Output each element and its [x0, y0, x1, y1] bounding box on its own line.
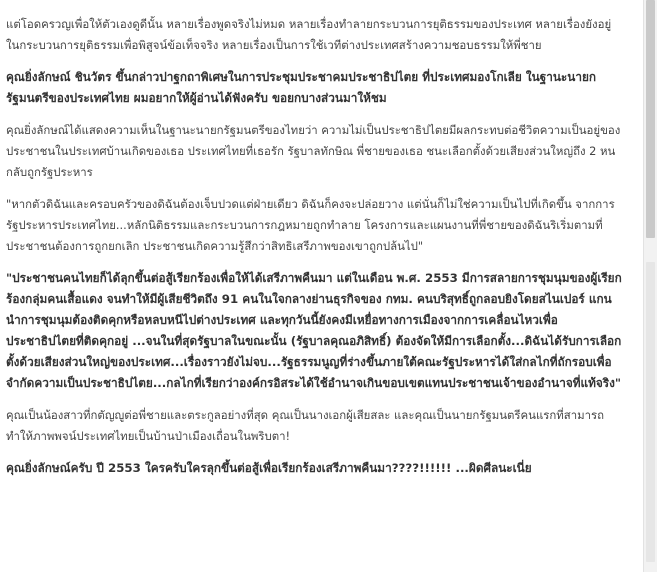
paragraph-closing: คุณยิ่งลักษณ์ครับ ปี 2553 ใครครับใครลุกขึ้นต่อสู้เพื่อเรียกร้องเสรีภาพคืนมา????!!!!!! ...ผิดศีลนะเนี่ย [6, 461, 532, 475]
scrollbar-thumb[interactable] [646, 0, 655, 238]
paragraph-summary: คุณยิ่งลักษณ์ได้แสดงความเห็นในฐานะนายกรัฐมนตรีของไทยว่า ความไม่เป็นประชาธิปไตยมีผลกระทบต่อชีวิตความเป็นอยู่ของประชาชนในประเทศบ้านเกิดของเธอ ประเทศไทยที่เธอรัก รัฐบาลทักษิณ พี่ชายของเธอ ชนะเลือกตั้งด้วยเสียงส่วนใหญ่ถึง 2 หน กลับถูกรัฐประหาร [6, 123, 621, 179]
quote-paragraph-1: "หากตัวดิฉันและครอบครัวของดิฉันต้องเจ็บปวดแต่ฝ่ายเดียว ดิฉันก็คงจะปล่อยวาง แต่นั่นก็ไม่ใช่ความเป็นไปที่เกิดขึ้น จากการรัฐประหารประเทศไทย...หลักนิติธรรมและกระบวนการกฎหมายถูกทำลาย โครงการและแผนงานที่พี่ชายของดิฉันริเริ่มตามที่ประชาชนต้องการถูกยกเลิก ประชาชนเกิดความรู้สึกว่าสิทธิเสรีภาพของเขาถูกปล้นไป" [6, 197, 615, 253]
article-body [6, 14, 622, 490]
paragraph-commentary: คุณเป็นน้องสาวที่กตัญญูต่อพี่ชายและตระกูลอย่างที่สุด คุณเป็นนางเอกผู้เสียสละ และคุณเป็นนายกรัฐมนตรีคนแรกที่สามารถทำให้ภาพพจน์ประเทศไทยเป็นบ้านป่าเมืองเถื่อนในพริบตา! [6, 408, 605, 443]
paragraph-speech-lead: คุณยิ่งลักษณ์ ชินวัตร ขึ้นกล่าวปาฐกถาพิเศษในการประชุมประชาคมประชาธิปไตย ที่ประเทศมองโกเลีย ในฐานะนายกรัฐมนตรีของประเทศไทย ผมอยากให้ผู้อ่านได้ฟังครับ ขอยกบางส่วนมาให้ชม [6, 70, 596, 105]
quote-paragraph-2: "ประชาชนคนไทยก็ได้ลุกขึ้นต่อสู้เรียกร้องเพื่อให้ได้เสรีภาพคืนมา แต่ในเดือน พ.ศ. 2553 มีการสลายการชุมนุมของผู้เรียกร้องกลุ่มคนเสื้อแดง จนทำให้มีผู้เสียชีวิตถึง 91 คนในใจกลางย่านธุรกิจของ กทม. คนบริสุทธิ์ถูกลอบยิงโดยสไนเปอร์ แกนนำการชุมนุมต้องติดคุกหรือหลบหนีไปต่างประเทศ และทุกวันนี้ยังคงมีเหยื่อทางการเมืองจากการเคลื่อนไหวเพื่อประชาธิปไตยที่ติดคุกอยู่ ...จนในที่สุดรัฐบาลในขณะนั้น (รัฐบาลคุณอภิสิทธิ์) ต้องจัดให้มีการเลือกตั้ง...ดิฉันได้รับการเลือกตั้งด้วยเสียงส่วนใหญ่ของประเทศ...เรื่องราวยังไม่จบ...รัฐธรรมนูญที่ร่างขึ้นภายใต้คณะรัฐประหารได้ใส่กลไกที่ถักรอบเพื่อจำกัดความเป็นประชาธิปไตย...กลไกที่เรียกว่าองค์กรอิสระได้ใช้อำนาจเกินขอบเขตแทนประชาชนเจ้าของอำนาจที่แท้จริง" [6, 271, 622, 390]
scrollbar-track-segment [646, 262, 655, 562]
paragraph-intro: แต่โอดครวญเพื่อให้ตัวเองดูดีนั้น หลายเรื่องพูดจริงไม่หมด หลายเรื่องทำลายกระบวนการยุติธรรมของประเทศ หลายเรื่องยังอยู่ในกระบวนการยุติธรรมเพื่อพิสูจน์ข้อเท็จจริง หลายเรื่องเป็นการใช้เวทีต่างประเทศสร้างความชอบธรรมให้พี่ชาย [6, 17, 612, 52]
